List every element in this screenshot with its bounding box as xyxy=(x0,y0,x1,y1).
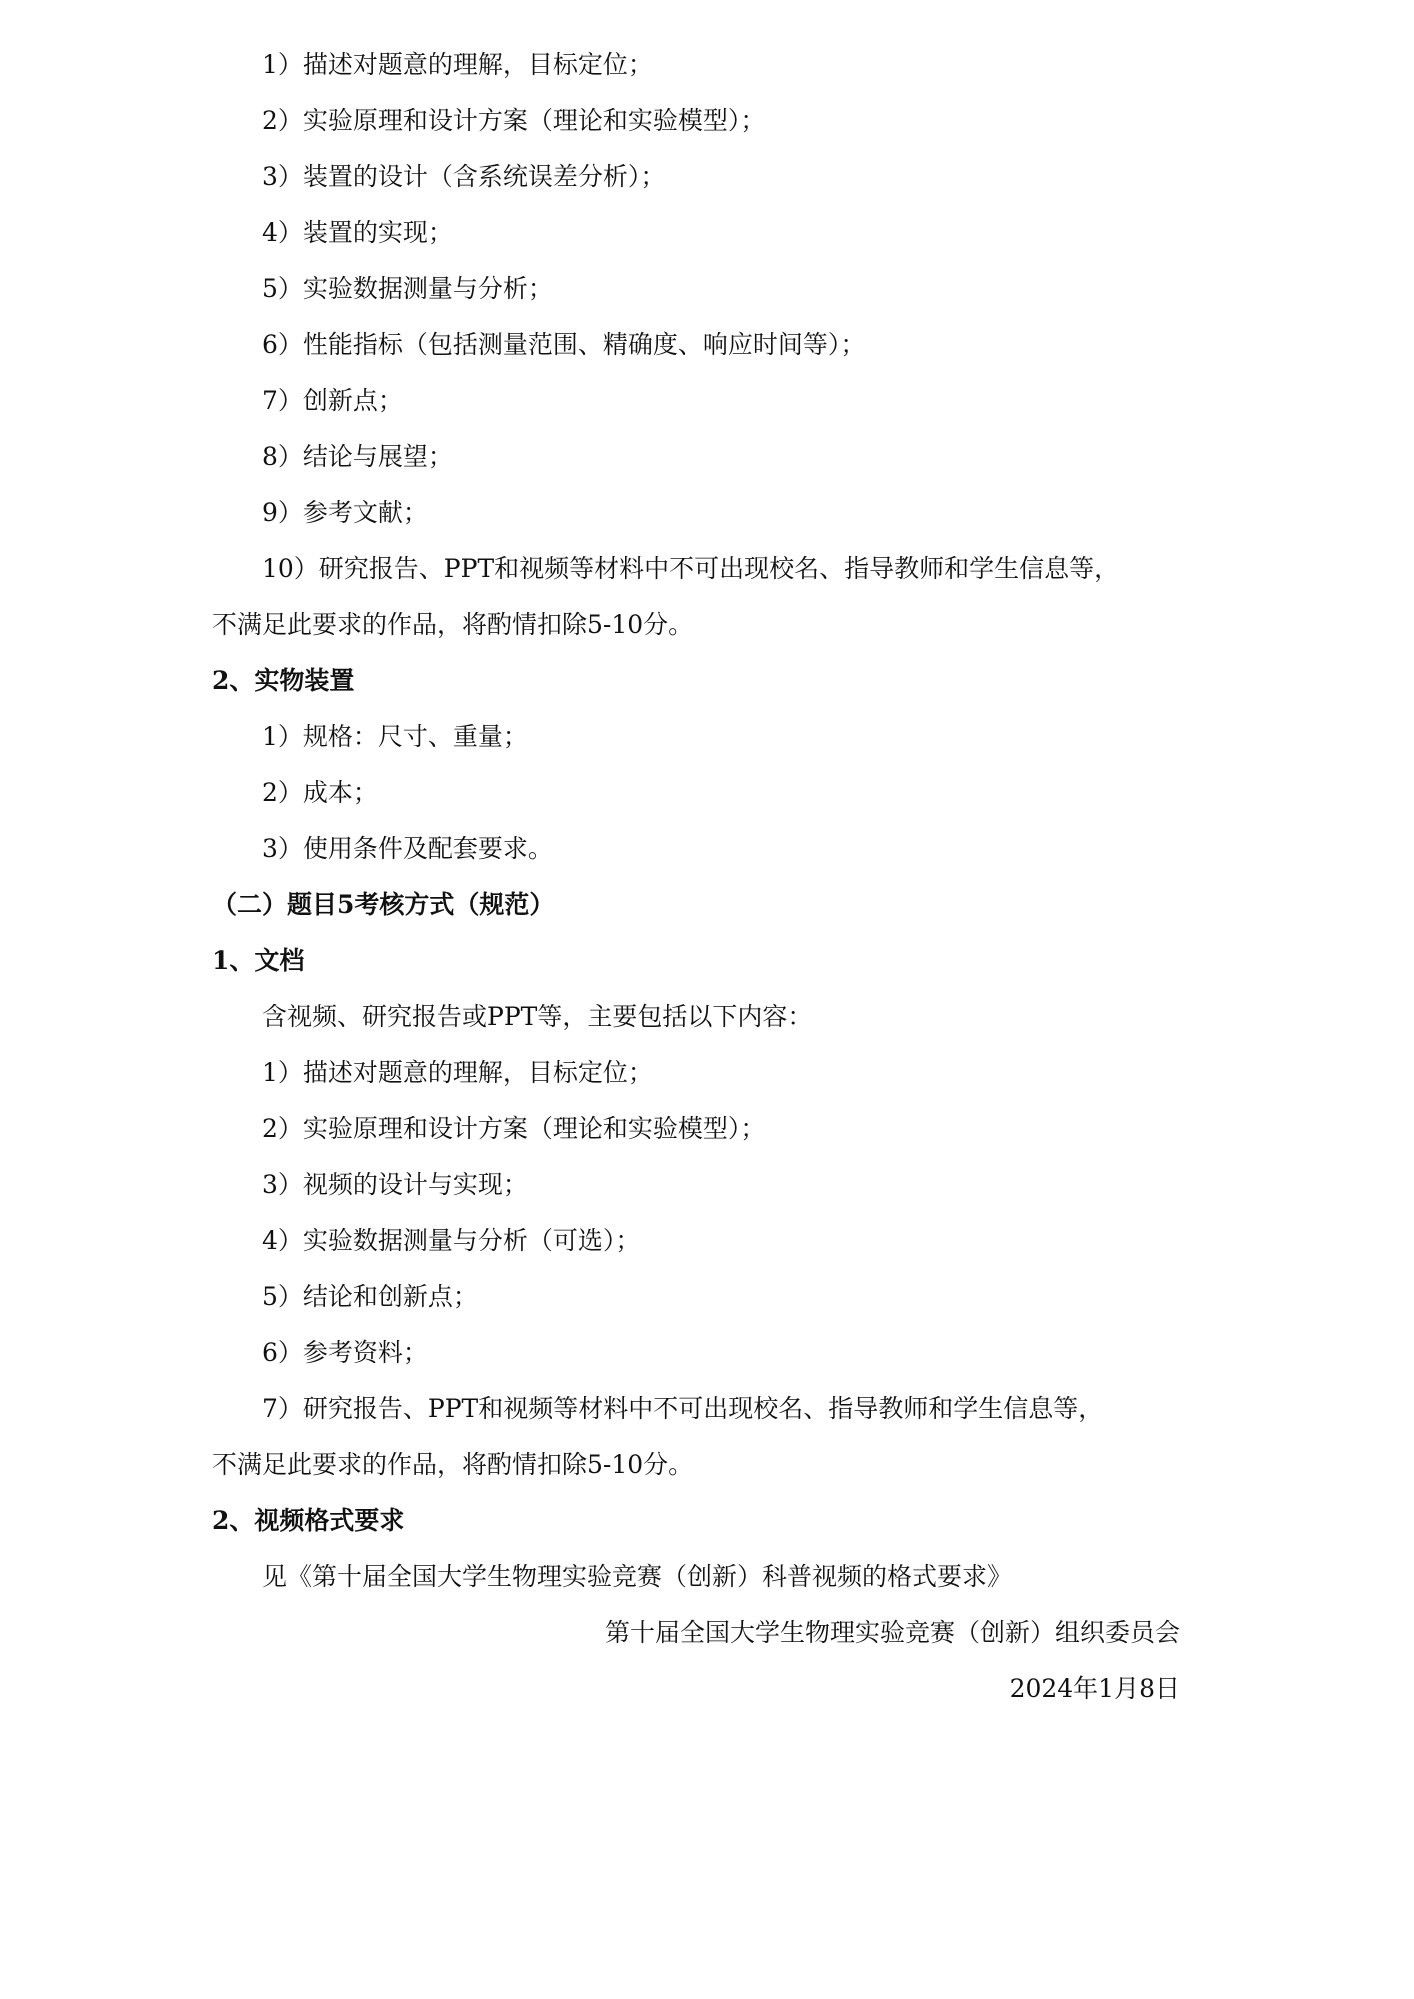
video-format-heading: 2、视频格式要求 xyxy=(212,1506,405,1535)
topic5-intro: 含视频、研究报告或PPT等，主要包括以下内容： xyxy=(262,1002,813,1031)
list-item: 2）成本； xyxy=(262,778,378,807)
list-item: 3）视频的设计与实现； xyxy=(262,1170,528,1199)
list-item: 1）描述对题意的理解，目标定位； xyxy=(262,1058,653,1087)
video-format-reference: 见《第十届全国大学生物理实验竞赛（创新）科普视频的格式要求》 xyxy=(262,1562,1013,1591)
list-item: 6）参考资料； xyxy=(262,1338,428,1367)
list-item: 1）描述对题意的理解，目标定位； xyxy=(262,50,653,79)
list-item: 2）实验原理和设计方案（理论和实验模型）； xyxy=(262,106,766,135)
list-item: 8）结论与展望； xyxy=(262,442,453,471)
signature-date: 2024年1月8日 xyxy=(1009,1674,1180,1703)
list-item: 3）装置的设计（含系统误差分析）； xyxy=(262,162,666,191)
signature-organization: 第十届全国大学生物理实验竞赛（创新）组织委员会 xyxy=(604,1618,1180,1647)
list-item: 5）实验数据测量与分析； xyxy=(262,274,553,303)
list-item: 1）规格：尺寸、重量； xyxy=(262,722,528,751)
list-item: 5）结论和创新点； xyxy=(262,1282,478,1311)
physical-device-heading: 2、实物装置 xyxy=(212,666,355,695)
list-item-item10-line2: 不满足此要求的作品，将酌情扣除5-10分。 xyxy=(212,610,694,639)
list-item: 2）实验原理和设计方案（理论和实验模型）； xyxy=(262,1114,766,1143)
list-item: 7）创新点； xyxy=(262,386,403,415)
list-item: 9）参考文献； xyxy=(262,498,428,527)
list-item: 4）装置的实现； xyxy=(262,218,453,247)
list-item: 6）性能指标（包括测量范围、精确度、响应时间等）； xyxy=(262,330,866,359)
list-item-item10-line1: 10）研究报告、PPT和视频等材料中不可出现校名、指导教师和学生信息等， xyxy=(262,554,1120,583)
list-item: 4）实验数据测量与分析（可选）； xyxy=(262,1226,641,1255)
topic5-doc-heading: 1、文档 xyxy=(212,946,305,975)
list-item-item7-line1: 7）研究报告、PPT和视频等材料中不可出现校名、指导教师和学生信息等， xyxy=(262,1394,1104,1423)
list-item: 3）使用条件及配套要求。 xyxy=(262,834,553,863)
list-item-item7-line2: 不满足此要求的作品，将酌情扣除5-10分。 xyxy=(212,1450,694,1479)
topic5-heading: （二）题目5考核方式（规范） xyxy=(212,890,555,919)
